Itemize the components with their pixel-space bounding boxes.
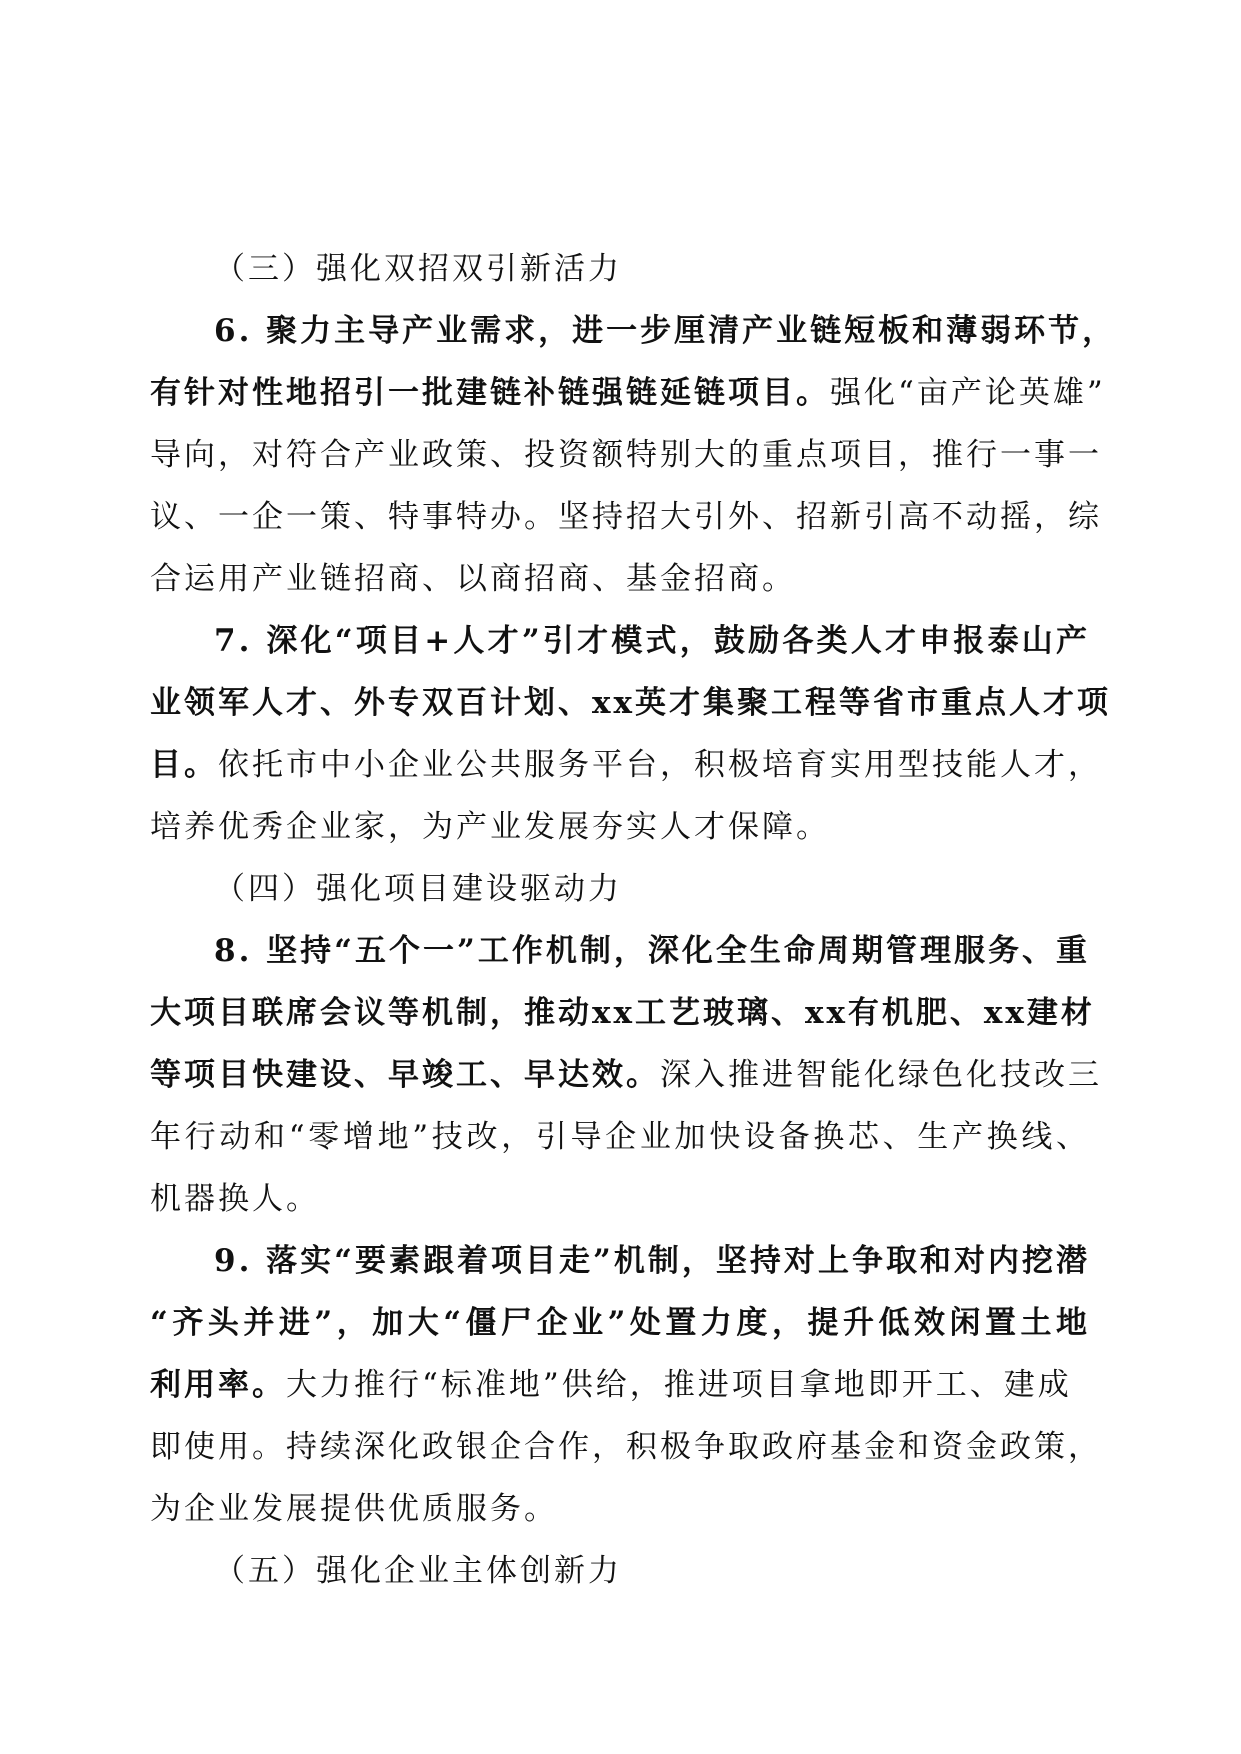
heading-text: （四）强化项目建设驱动力 bbox=[214, 871, 622, 907]
body-text: 议、一企一策、特事特办。坚持招大引外、招新引高不动摇，综 bbox=[150, 499, 1102, 535]
paragraph-line bbox=[150, 610, 1090, 672]
bold-text: 有针对性地招引一批建链补链强链延链项目。 bbox=[150, 375, 830, 411]
paragraph-line bbox=[150, 672, 1111, 734]
body-text: 依托市中小企业公共服务平台，积极培育实用型技能人才， bbox=[218, 747, 1102, 783]
body-text: 导向，对符合产业政策、投资额特别大的重点项目，推行一事一 bbox=[150, 437, 1102, 473]
paragraph-line bbox=[150, 486, 1102, 548]
paragraph-line bbox=[150, 1478, 1090, 1540]
bold-text: 9. 落实“要素跟着项目走”机制，坚持对上争取和对内挖潜 bbox=[214, 1243, 1090, 1279]
paragraph-line bbox=[150, 1292, 1090, 1354]
body-text: 为企业发展提供优质服务。 bbox=[150, 1491, 558, 1527]
paragraph-line bbox=[150, 1044, 1102, 1106]
paragraph-line bbox=[150, 920, 1090, 982]
section-heading bbox=[150, 858, 1090, 920]
body-text: 机器换人。 bbox=[150, 1181, 320, 1217]
body-text: 合运用产业链招商、以商招商、基金招商。 bbox=[150, 561, 796, 597]
bold-text: 利用率。 bbox=[150, 1367, 286, 1403]
paragraph-line bbox=[150, 362, 1106, 424]
paragraph-line bbox=[150, 300, 1117, 362]
body-text: 即使用。持续深化政银企合作，积极争取政府基金和资金政策， bbox=[150, 1429, 1102, 1465]
paragraph-line bbox=[150, 1168, 1090, 1230]
paragraph-line bbox=[150, 734, 1102, 796]
heading-text: （三）强化双招双引新活力 bbox=[214, 251, 622, 287]
body-text: 深入推进智能化绿色化技改三 bbox=[660, 1057, 1102, 1093]
section-heading bbox=[150, 1540, 1090, 1602]
paragraph-line bbox=[150, 982, 1095, 1044]
paragraph-line bbox=[150, 548, 1090, 610]
paragraph-line bbox=[150, 1416, 1102, 1478]
paragraph-line bbox=[150, 1354, 1090, 1416]
bold-text: 大项目联席会议等机制，推动xx工艺玻璃、xx有机肥、xx建材 bbox=[150, 995, 1095, 1031]
bold-text: 7. 深化“项目+人才”引才模式，鼓励各类人才申报泰山产 bbox=[214, 623, 1090, 659]
bold-text: 业领军人才、外专双百计划、xx英才集聚工程等省市重点人才项 bbox=[150, 685, 1111, 721]
bold-text: 目。 bbox=[150, 747, 218, 783]
bold-text: 8. 坚持“五个一”工作机制，深化全生命周期管理服务、重 bbox=[214, 933, 1090, 969]
heading-text: （五）强化企业主体创新力 bbox=[214, 1553, 622, 1589]
bold-text: “齐头并进”，加大“僵尸企业”处置力度，提升低效闲置土地 bbox=[150, 1305, 1090, 1341]
section-heading bbox=[150, 238, 1090, 300]
bold-text: 等项目快建设、早竣工、早达效。 bbox=[150, 1057, 660, 1093]
body-text: 大力推行“标准地”供给，推进项目拿地即开工、建成 bbox=[286, 1367, 1072, 1403]
paragraph-line bbox=[150, 1106, 1090, 1168]
bold-text: 6. 聚力主导产业需求，进一步厘清产业链短板和薄弱环节， bbox=[214, 313, 1117, 349]
paragraph-line bbox=[150, 424, 1102, 486]
paragraph-line bbox=[150, 796, 1090, 858]
document-page bbox=[150, 238, 1117, 1602]
body-text: 年行动和“零增地”技改，引导企业加快设备换芯、生产换线、 bbox=[150, 1119, 1090, 1155]
paragraph-line bbox=[150, 1230, 1090, 1292]
body-text: 培养优秀企业家，为产业发展夯实人才保障。 bbox=[150, 809, 830, 845]
body-text: 强化“亩产论英雄” bbox=[830, 375, 1106, 411]
